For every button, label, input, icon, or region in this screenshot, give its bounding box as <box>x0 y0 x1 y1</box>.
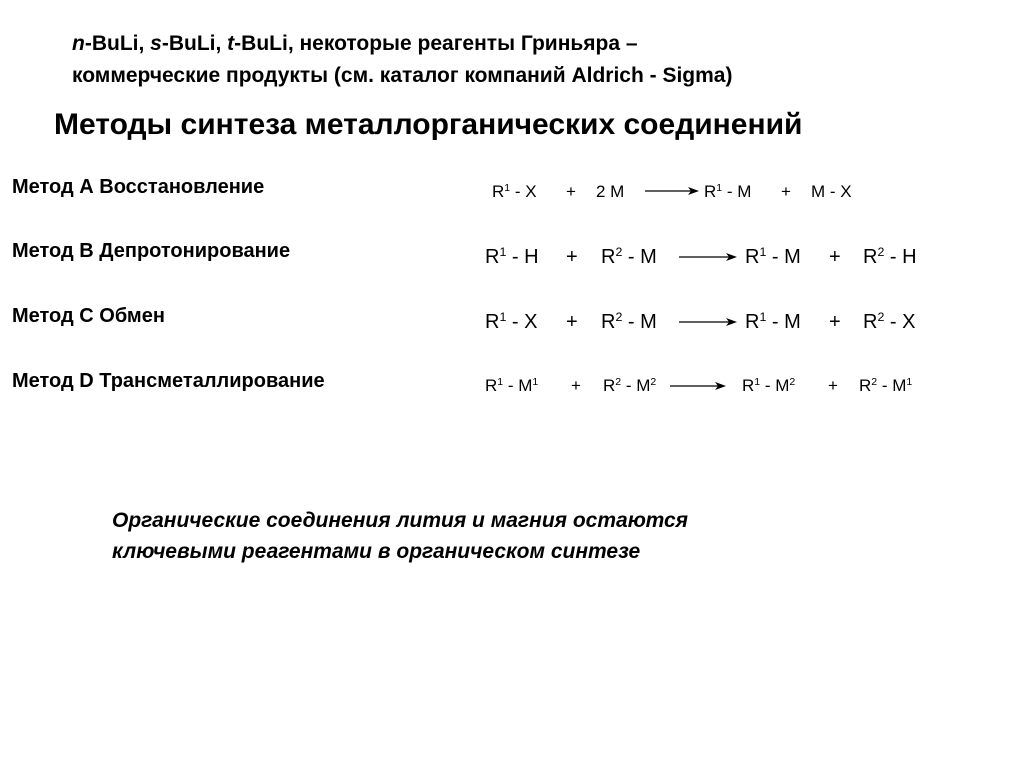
t-prefix: t <box>227 32 235 55</box>
eq-d-plus-1: + <box>571 376 581 395</box>
t-suffix: -BuLi, некоторые реагенты Гриньяра – <box>234 32 638 55</box>
eq-d-plus-2: + <box>828 376 838 395</box>
eq-d-product-2: $R^2 - M^1$ <box>859 376 913 395</box>
eq-b-product-2: $R^2$ - H <box>863 245 917 268</box>
reaction-arrow-a <box>644 185 700 197</box>
eq-d-product-1: $R^1 - M^2$ <box>742 376 796 395</box>
method-d-label: Метод D Трансметаллирование <box>12 370 325 392</box>
eq-a-plus-2: + <box>781 182 791 201</box>
eq-a-product-2: M - X <box>811 182 852 201</box>
method-c-label: Метод C Обмен <box>12 305 165 327</box>
page-title: Методы синтеза металлорганических соединений <box>54 108 803 141</box>
eq-b-plus-1: + <box>566 246 578 268</box>
s-prefix: s <box>150 32 162 55</box>
eq-a-reagent: 2 M <box>596 182 625 201</box>
reaction-arrow-d <box>669 380 727 392</box>
method-a-label: Метод А Восстановление <box>12 176 265 198</box>
conclusion-line-2: ключевыми реагентами в органическом синтезе <box>112 540 641 563</box>
eq-c-plus-1: + <box>566 311 578 333</box>
reaction-arrow-b <box>678 251 738 263</box>
eq-b-reactant-2: $R^2$ - M <box>601 245 657 268</box>
eq-a-plus-1: + <box>566 182 576 201</box>
eq-c-plus-2: + <box>829 311 841 333</box>
n-suffix: -BuLi, <box>84 32 151 55</box>
conclusion-text <box>112 505 872 567</box>
intro-line-1 <box>72 28 972 60</box>
eq-d-reactant-2: $R^2 - M^2$ <box>603 376 657 395</box>
method-b-label: Метод B Депротонирование <box>12 240 291 262</box>
eq-a-reactant-1: $R^1$ - X <box>492 182 537 201</box>
eq-c-reactant-1: $R^1$ - X <box>485 310 538 333</box>
reaction-arrow-c <box>678 316 738 328</box>
eq-b-plus-2: + <box>829 246 841 268</box>
eq-c-product-1: $R^1$ - M <box>745 310 801 333</box>
conclusion-line-1: Органические соединения лития и магния остаются <box>112 509 689 532</box>
eq-b-product-1: $R^1$ - M <box>745 245 801 268</box>
eq-a-product-1: $R^1$ - M <box>704 182 752 201</box>
s-suffix: -BuLi, <box>161 32 228 55</box>
eq-c-product-2: $R^2$ - X <box>863 310 916 333</box>
n-prefix: n <box>72 32 85 55</box>
eq-c-reactant-2: $R^2$ - M <box>601 310 657 333</box>
intro-text <box>72 28 972 92</box>
intro-line-2: коммерческие продукты (см. каталог компаний Aldrich - Sigma) <box>72 64 733 87</box>
eq-b-reactant-1: $R^1$ - H <box>485 245 539 268</box>
eq-d-reactant-1: $R^1 - M^1$ <box>485 376 539 395</box>
